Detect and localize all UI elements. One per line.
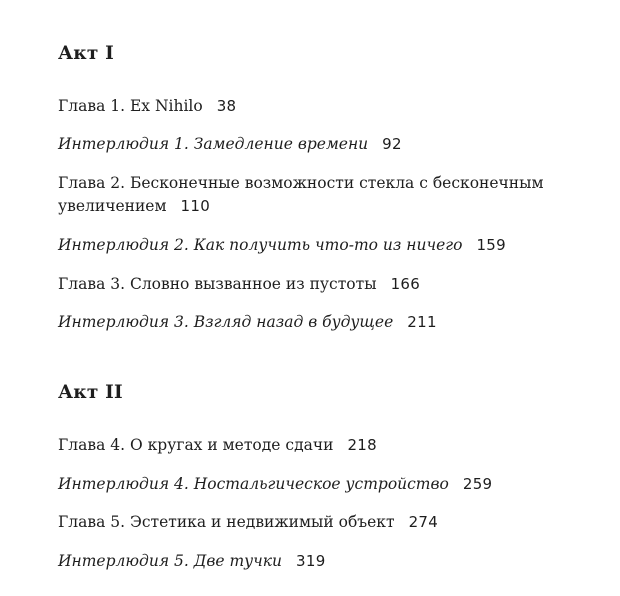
toc-entry[interactable] bbox=[58, 434, 578, 457]
entry-title: Глава 4. О кругах и методе сдачи bbox=[58, 436, 334, 454]
toc-entry[interactable] bbox=[58, 473, 578, 496]
page-number: 259 bbox=[462, 475, 493, 493]
act-title: Акт II bbox=[58, 382, 123, 403]
page-number: 92 bbox=[382, 135, 402, 153]
entry-title: Глава 2. Бесконечные возможности стекла с бесконечным увеличением bbox=[58, 174, 544, 215]
toc-entry[interactable] bbox=[58, 511, 578, 534]
toc-entry[interactable] bbox=[58, 95, 578, 118]
page-number: 159 bbox=[476, 236, 506, 254]
page-number: 274 bbox=[408, 513, 439, 531]
entry-title: Интерлюдия 5. Две тучки bbox=[58, 552, 283, 570]
page-number: 166 bbox=[390, 275, 421, 293]
entry-title: Интерлюдия 4. Ностальгическое устройство bbox=[58, 475, 449, 493]
toc-entry[interactable] bbox=[58, 273, 578, 296]
act-title: Акт I bbox=[58, 43, 114, 64]
entry-title: Интерлюдия 3. Взгляд назад в будущее bbox=[58, 313, 394, 331]
toc-entry[interactable] bbox=[58, 550, 578, 573]
toc-entry[interactable] bbox=[58, 234, 578, 257]
toc-entry[interactable] bbox=[58, 133, 578, 156]
entry-title: Интерлюдия 1. Замедление времени bbox=[58, 135, 369, 153]
toc-entry[interactable] bbox=[58, 172, 578, 218]
page-number: 211 bbox=[407, 313, 437, 331]
page-number: 110 bbox=[180, 197, 211, 215]
entry-title: Глава 5. Эстетика и недвижимый объект bbox=[58, 513, 395, 531]
entry-title: Глава 3. Словно вызванное из пустоты bbox=[58, 275, 377, 293]
entry-title: Интерлюдия 2. Как получить что-то из ничего bbox=[58, 236, 463, 254]
toc-entry[interactable] bbox=[58, 311, 578, 334]
page-number: 218 bbox=[347, 436, 377, 454]
page-number: 38 bbox=[216, 97, 237, 115]
entry-title: Глава 1. Ex Nihilo bbox=[58, 97, 203, 115]
page-number: 319 bbox=[296, 552, 326, 570]
